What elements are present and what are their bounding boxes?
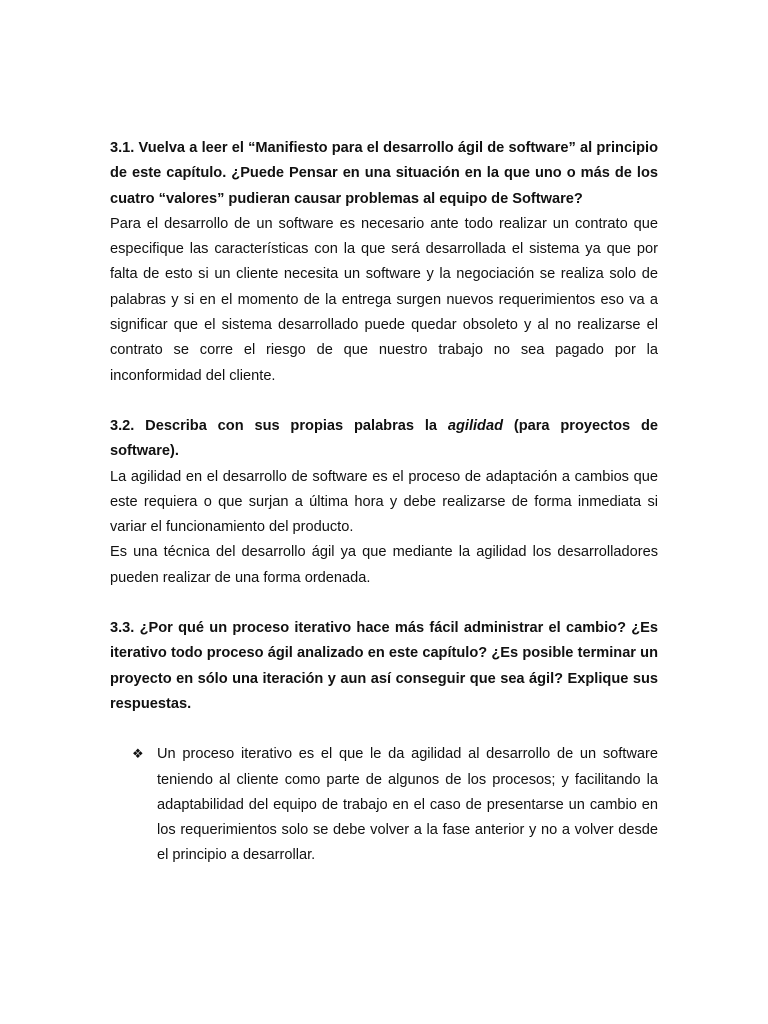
question-3-3-heading: 3.3. ¿Por qué un proceso iterativo hace más fácil administrar el cambio? ¿Es iterativo todo proceso ágil analizado en este capítulo? ¿Es posible terminar un proyecto en sólo una iteración y aun así conseguir que sea ágil? Explique sus respuestas. [110, 620, 658, 712]
section-3-2 [110, 414, 658, 591]
question-3-2-emphasis: agilidad [447, 417, 503, 434]
diamond-bullet-icon: ❖ [132, 747, 144, 763]
list-item [110, 742, 658, 868]
question-3-2-heading [110, 414, 658, 465]
section-3-3 [110, 616, 658, 869]
answer-3-2-paragraph-2: Es una técnica del desarrollo ágil ya que mediante la agilidad los desarrolladores pueden realizar de una forma ordenada. [110, 544, 658, 586]
question-3-2-heading-end: (para proyectos de software). [110, 417, 658, 460]
section-3-1 [110, 136, 658, 389]
question-3-1-heading: 3.1. Vuelva a leer el “Manifiesto para el desarrollo ágil de software” al principio de este capítulo. ¿Puede Pensar en una situación en la que uno o más de los cuatro “valores” pudieran causar problemas al equipo de Software? [110, 140, 658, 207]
document-page [110, 136, 658, 869]
list-item-text: Un proceso iterativo es el que le da agilidad al desarrollo de un software teniendo al cliente como parte de algunos de los procesos; y facilitando la adaptabilidad del equipo de trabajo en el caso de presentarse un cambio en los requerimientos solo se debe volver a la fase anterior y no a volver desde el principio a desarrollar. [157, 746, 658, 864]
answer-3-3-list [110, 742, 658, 868]
answer-3-1: Para el desarrollo de un software es necesario ante todo realizar un contrato que especifique las características con la que será desarrollada el sistema ya que por falta de esto si un cliente necesita un software y la negociación se realiza solo de palabras y si en el momento de la entrega surgen nuevos requerimientos eso va a significar que el sistema desarrollado puede quedar obsoleto y al no realizarse el contrato se corre el riesgo de que nuestro trabajo no sea pagado por la inconformidad del cliente. [110, 215, 658, 384]
answer-3-2-paragraph-1: La agilidad en el desarrollo de software es el proceso de adaptación a cambios que este requiera o que surjan a última hora y debe realizarse de forma inmediata si variar el funcionamiento del producto. [110, 468, 658, 536]
question-3-2-heading-start: 3.2. Describa con sus propias palabras la [110, 417, 448, 434]
